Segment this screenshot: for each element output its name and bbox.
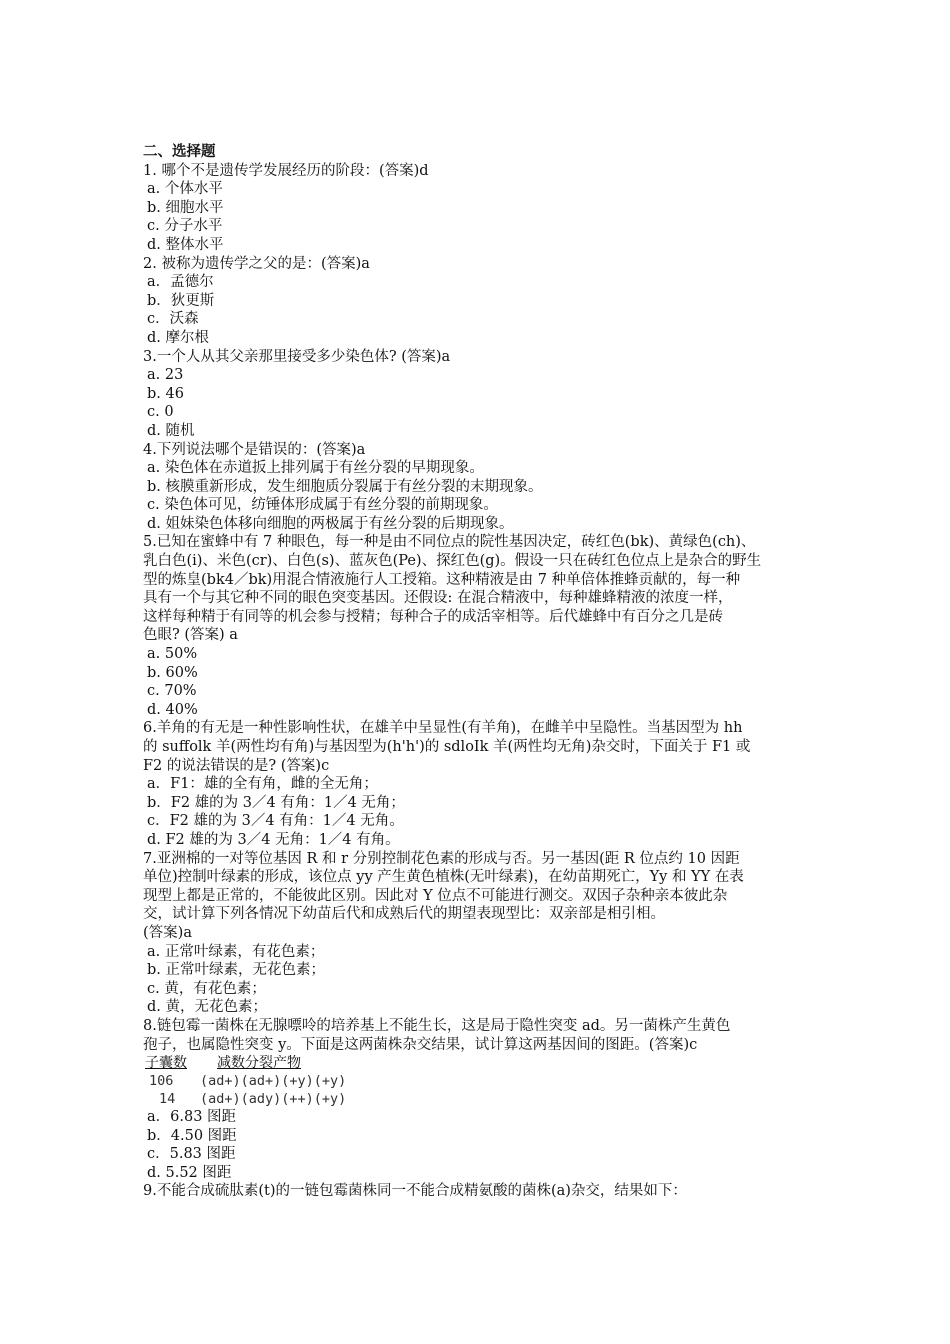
q6-option-b: b．F2 雄的为 3／4 有角：1／4 无角； [147, 794, 405, 811]
q3-option-c: c. 0 [147, 404, 174, 421]
q1-option-c: c. 分子水平 [147, 218, 223, 235]
q8-option-a: a．6.83 图距 [147, 1109, 237, 1126]
q5-option-c: c. 70% [147, 683, 197, 700]
q1-option-b: b. 细胞水平 [147, 199, 224, 216]
table-header-ascus-count: 子囊数 [145, 1055, 187, 1072]
q4-option-b: b. 核膜重新形成，发生细胞质分裂属于有丝分裂的末期现象。 [147, 478, 543, 495]
question-5-stem-line: 具有一个与其它种不同的眼色突变基因。还假设: 在混合精液中，每种雄蜂精液的浓度一样， [143, 590, 733, 607]
table-cell-count: 14 [159, 1091, 176, 1108]
question-7-stem-line: 7.亚洲棉的一对等位基因 R 和 r 分别控制花色素的形成与否。另一基因(距 R 位点约 10 因距 [143, 850, 740, 867]
q7-option-b: b. 正常叶绿素，无花色素； [147, 962, 325, 979]
q7-option-a: a. 正常叶绿素，有花色素； [147, 943, 325, 960]
q7-option-c: c. 黄，有花色素； [147, 980, 266, 997]
q6-option-a: a．F1：雄的全有角，雌的全无角； [147, 776, 378, 793]
q4-option-d: d. 姐妹染色体移向细胞的两极属于有丝分裂的后期现象。 [147, 515, 514, 532]
question-5-stem-line: 色眼? (答案) a [143, 627, 238, 644]
table-cell-products: (ad+)(ady)(++)(+y) [200, 1091, 347, 1108]
q3-option-b: b. 46 [147, 385, 184, 402]
table-cell-products: (ad+)(ad+)(+y)(+y) [200, 1073, 347, 1090]
question-5-stem-line: 型的炼皇(bk4／bk)用混合情液施行人工授箱。这种精液是由 7 种单倍体推蜂贡献的，每一种 [143, 571, 741, 588]
ascus-results-table [143, 1054, 811, 1108]
question-6-stem-line: F2 的说法错误的是? (答案)c [143, 757, 330, 774]
q2-option-a: a．孟德尔 [147, 274, 214, 291]
question-2-stem: 2. 被称为遗传学之父的是：(答案)a [143, 255, 370, 272]
question-8-stem-line: 8.链包霉一菌株在无腺嘌呤的培养基上不能生长，这是局于隐性突变 ad。另一菌株产生黄色 [143, 1017, 731, 1034]
q1-option-a: a. 个体水平 [147, 181, 223, 198]
question-4-stem: 4.下列说法哪个是错误的：(答案)a [143, 441, 366, 458]
question-5-stem-line: 这样每种精于有同等的机会参与授精；每种合子的成活宰相等。后代雄蜂中有百分之几是砖 [143, 608, 723, 625]
q5-option-a: a. 50% [147, 646, 198, 663]
q4-option-a: a. 染色体在赤道扳上排列属于有丝分裂的早期现象。 [147, 460, 484, 477]
question-3-stem: 3.一个人从其父亲那里接受多少染色体? (答案)a [143, 348, 451, 365]
q3-option-a: a. 23 [147, 367, 184, 384]
question-7-stem-line: 现型上都是正常的，不能彼此区别。因此对 Y 位点不可能进行测交。双因子杂种亲本彼此杂 [143, 887, 728, 904]
question-9-stem: 9.不能合成硫肽素(t)的一链包霉菌株同一不能合成精氨酸的菌株(a)杂交，结果如下： [143, 1183, 687, 1200]
q8-option-d: d. 5.52 图距 [147, 1164, 232, 1181]
question-6-stem-line: 的 suffolk 羊(两性均有角)与基因型为(h'h')的 sdloIk 羊(两性均无角)杂交时，下面关于 F1 或 [143, 739, 751, 755]
question-6-stem-line: 6.羊角的有无是一种性影响性状，在雄羊中呈显性(有羊角)，在雌羊中呈隐性。当基因型为 hh [143, 720, 743, 737]
q6-option-c: c．F2 雄的为 3／4 有角：1／4 无角。 [147, 813, 404, 830]
q6-option-d: d. F2 雄的为 3／4 无角：1／4 有角。 [147, 831, 400, 848]
question-7-stem-line: 交，试计算下列各情况下幼苗后代和成熟后代的期望表现型比：双亲部是相引相。 [143, 906, 665, 923]
q5-option-b: b. 60% [147, 664, 198, 681]
question-7-stem-line: (答案)a [143, 924, 192, 941]
table-cell-count: 106 [149, 1073, 174, 1090]
q8-option-b: b．4.50 图距 [147, 1127, 237, 1144]
q2-option-d: d. 摩尔根 [147, 329, 209, 346]
question-1-stem: 1. 哪个不是遗传学发展经历的阶段：(答案)d [143, 162, 429, 179]
question-7-stem-line: 单位)控制叶绿素的形成，该位点 yy 产生黄色植株(无叶绿素)，在幼苗期死亡，Yy 和 YY 在表 [143, 869, 744, 886]
q1-option-d: d. 整体水平 [147, 236, 224, 253]
question-8-stem-line: 孢子，也属隐性突变 y。下面是这两菌株杂交结果，试计算这两基因间的图距。(答案)c [143, 1036, 698, 1053]
question-5-stem-line: 乳白色(i)、米色(cr)、白色(s)、蓝灰色(Pe)、探红色(g)。假设一只在砖红色位点上是杂合的野生 [143, 553, 762, 570]
document-page [143, 143, 811, 1201]
q7-option-d: d. 黄，无花色素； [147, 999, 267, 1016]
q4-option-c: c. 染色体可见，纺锤体形成属于有丝分裂的前期现象。 [147, 497, 498, 514]
table-header-meiosis-products: 减数分裂产物 [217, 1055, 301, 1072]
q5-option-d: d. 40% [147, 701, 198, 718]
q2-option-b: b．狄更斯 [147, 292, 215, 309]
q8-option-c: c．5.83 图距 [147, 1146, 236, 1163]
q2-option-c: c．沃森 [147, 311, 199, 328]
section-title: 二、选择题 [143, 143, 216, 160]
q3-option-d: d. 随机 [147, 422, 195, 439]
question-5-stem-line: 5.已知在蜜蜂中有 7 种眼色，每一种是由不同位点的院性基因决定，砖红色(bk)、黄绿色(ch)、 [143, 534, 756, 551]
